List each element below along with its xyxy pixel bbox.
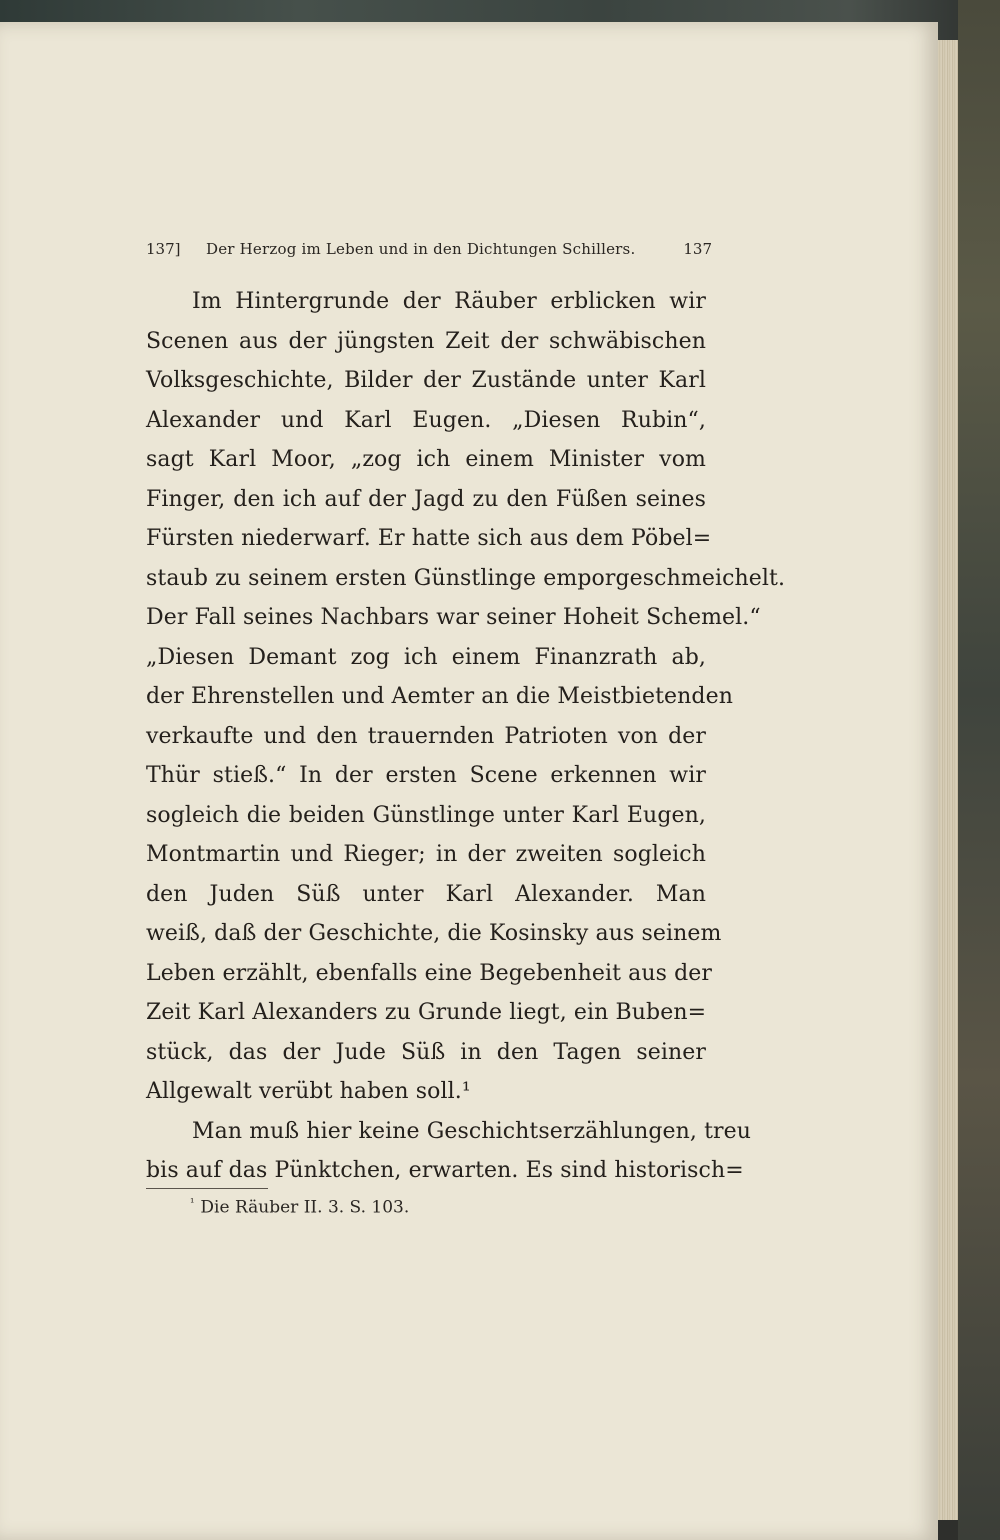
footnote-divider <box>146 1188 268 1189</box>
text-line: der Ehrenstellen und Aemter an die Meistbietenden <box>146 684 733 709</box>
text-line: Der Fall seines Nachbars war seiner Hoheit Schemel.“ <box>146 605 761 630</box>
running-header <box>146 240 712 260</box>
text-line: Thür stieß.“ In der ersten Scene erkennen wir <box>146 763 706 788</box>
text-line: bis auf das Pünktchen, erwarten. Es sind historisch= <box>146 1158 744 1183</box>
text-line: Volksgeschichte, Bilder der Zustände unter Karl <box>146 368 706 393</box>
text-line: Leben erzählt, ebenfalls eine Begebenheit aus der <box>146 960 713 986</box>
footnote <box>190 1196 409 1218</box>
running-title: Der Herzog im Leben und in den Dichtungen Schillers. <box>206 240 636 258</box>
text-line: „Diesen Demant zog ich einem Finanzrath ab, <box>146 644 706 670</box>
text-line: verkaufte und den trauernden Patrioten von der <box>146 723 706 749</box>
text-line: Zeit Karl Alexanders zu Grunde liegt, ein Buben= <box>146 1000 707 1025</box>
text-line: Man muß hier keine Geschichtserzählungen, treu <box>192 1118 752 1144</box>
text-line: weiß, daß der Geschichte, die Kosinsky aus seinem <box>146 921 722 946</box>
text-line: sagt Karl Moor, „zog ich einem Minister vom <box>146 447 706 472</box>
right-page-number: 137 <box>683 240 712 258</box>
text-line: Scenen aus der jüngsten Zeit der schwäbischen <box>146 328 706 354</box>
text-line: Im Hintergrunde der Räuber erblicken wir <box>192 289 706 314</box>
text-line: Montmartin und Rieger; in der zweiten sogleich <box>146 842 706 867</box>
body-text <box>146 282 786 1191</box>
footnote-text: Die Räuber II. 3. S. 103. <box>200 1197 410 1218</box>
text-line: sogleich die beiden Günstlinge unter Karl Eugen, <box>146 802 706 828</box>
text-line: Fürsten niederwarf. Er hatte sich aus dem Pöbel= <box>146 526 712 551</box>
footnote-marker: ¹ <box>190 1196 195 1209</box>
left-page-number: 137] <box>146 240 181 258</box>
text-line: stück, das der Jude Süß in den Tagen seiner <box>146 1039 706 1065</box>
text-line: den Juden Süß unter Karl Alexander. Man <box>146 881 706 907</box>
text-line: staub zu seinem ersten Günstlinge emporgeschmeichelt. <box>146 565 786 591</box>
text-line: Finger, den ich auf der Jagd zu den Füßen seines <box>146 486 706 512</box>
text-line: Allgewalt verübt haben soll.¹ <box>146 1079 471 1104</box>
text-line: Alexander und Karl Eugen. „Diesen Rubin“, <box>146 407 706 433</box>
book-cover-right-edge <box>958 0 1000 1540</box>
